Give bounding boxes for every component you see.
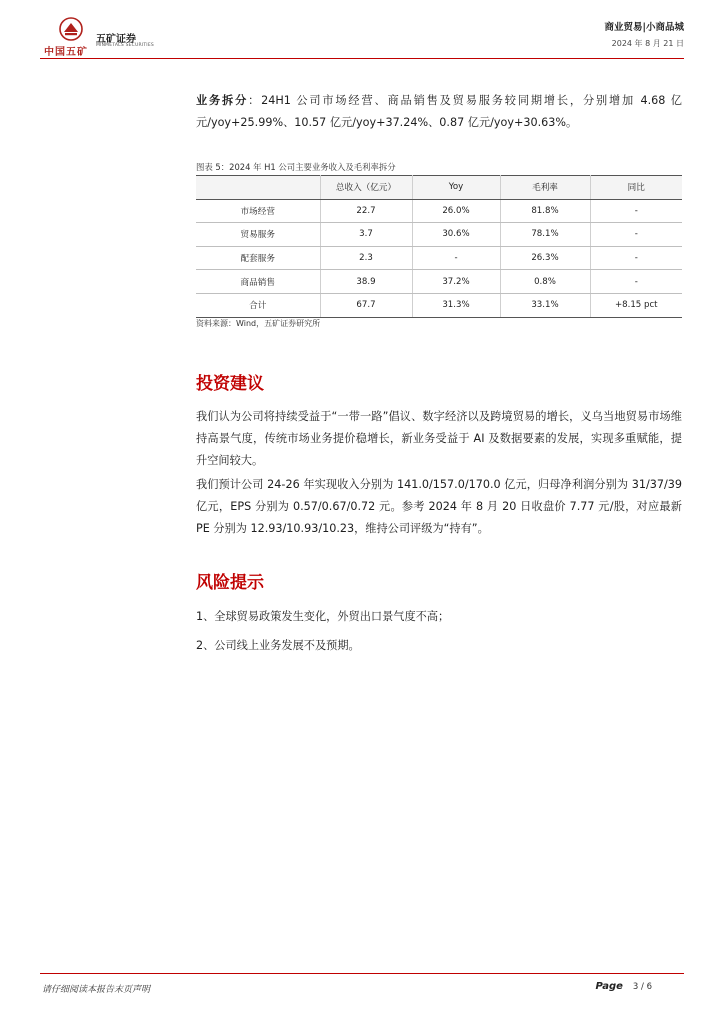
table-cell: 37.2%: [412, 270, 500, 294]
revenue-breakdown-table: [196, 175, 682, 318]
table-cell: 市场经营: [196, 199, 320, 223]
table-header-cell: 总收入（亿元）: [320, 176, 412, 200]
table-total-row: [196, 293, 682, 317]
table-header-row: [196, 176, 682, 200]
table-cell: 81.8%: [500, 199, 590, 223]
page-word: Page: [595, 981, 623, 992]
segment-label: 业务拆分: [196, 94, 249, 107]
table-cell: 78.1%: [500, 223, 590, 247]
risk-item: 1、全球贸易政策发生变化，外贸出口景气度不高；: [196, 610, 450, 623]
table-cell: 22.7: [320, 199, 412, 223]
footer-disclaimer: 请仔细阅读本报告末页声明: [42, 985, 151, 995]
risk-item: 2、公司线上业务发展不及预期。: [196, 639, 360, 652]
table-cell: 2.3: [320, 246, 412, 270]
table-cell: 38.9: [320, 270, 412, 294]
table-cell: 26.3%: [500, 246, 590, 270]
segment-text: ：24H1 公司市场经营、商品销售及贸易服务较同期增长，分别增加 4.68 亿元/yoy+25.99%、10.57 亿元/yoy+37.24%、0.87 亿元/yoy+30.63%。: [196, 94, 682, 129]
table-cell: 贸易服务: [196, 223, 320, 247]
investment-section-title: 投资建议: [196, 374, 264, 394]
table-source: 资料来源：Wind，五矿证券研究所: [196, 319, 321, 328]
table-row: [196, 199, 682, 223]
report-date: 2024 年 8 月 21 日: [611, 39, 684, 48]
table-cell: 26.0%: [412, 199, 500, 223]
table-cell: -: [590, 223, 682, 247]
minmetals-emblem-icon: [58, 16, 84, 42]
table-header-cell: [196, 176, 320, 200]
table-row: [196, 246, 682, 270]
logo-brand-name: 五矿证券: [96, 34, 136, 45]
table-cell: -: [590, 270, 682, 294]
page-indicator: [596, 981, 652, 992]
footer-divider: [40, 973, 684, 974]
table-cell: 商品销售: [196, 270, 320, 294]
table-cell: 33.1%: [500, 293, 590, 317]
risk-section-title: 风险提示: [196, 573, 264, 593]
table-cell: 配套服务: [196, 246, 320, 270]
logo-english-name: MINMETALS SECURITIES: [96, 43, 154, 48]
header-divider: [40, 58, 684, 59]
investment-paragraph: 我们预计公司 24-26 年实现收入分别为 141.0/157.0/170.0 亿元，归母净利润分别为 31/37/39 亿元，EPS 分别为 0.57/0.67/0.72 元。参考 2024 年 8 月 20 日收盘价 7.77 元/股，对应最新 PE 分别为 12.93/10.93/10.23，维持公司评级为“持有”。: [196, 478, 682, 535]
table-cell: 31.3%: [412, 293, 500, 317]
table-header-cell: 同比: [590, 176, 682, 200]
segment-paragraph: [196, 90, 682, 134]
table-row: [196, 270, 682, 294]
table-cell: -: [590, 246, 682, 270]
investment-paragraph: 我们认为公司将持续受益于“一带一路”倡议、数字经济以及跨境贸易的增长，义乌当地贸易市场维持高景气度，传统市场业务提价稳增长，新业务受益于 AI 及数据要素的发展，实现多重赋能，提升空间较大。: [196, 410, 682, 467]
table-cell: 30.6%: [412, 223, 500, 247]
table-header-cell: Yoy: [412, 176, 500, 200]
table-row: [196, 223, 682, 247]
table-cell: 3.7: [320, 223, 412, 247]
logo-chinese-name: 中国五矿: [44, 47, 88, 58]
table-caption: 图表 5：2024 年 H1 公司主要业务收入及毛利率拆分: [196, 162, 396, 172]
table-cell: 67.7: [320, 293, 412, 317]
table-cell: 0.8%: [500, 270, 590, 294]
report-category: 商业贸易|小商品城: [604, 22, 684, 33]
table-header-cell: 毛利率: [500, 176, 590, 200]
table-cell: -: [412, 246, 500, 270]
table-cell: -: [590, 199, 682, 223]
company-logo: [44, 16, 154, 58]
table-cell: 合计: [196, 293, 320, 317]
table-cell: +8.15 pct: [590, 293, 682, 317]
page-number: 3 / 6: [632, 982, 652, 992]
